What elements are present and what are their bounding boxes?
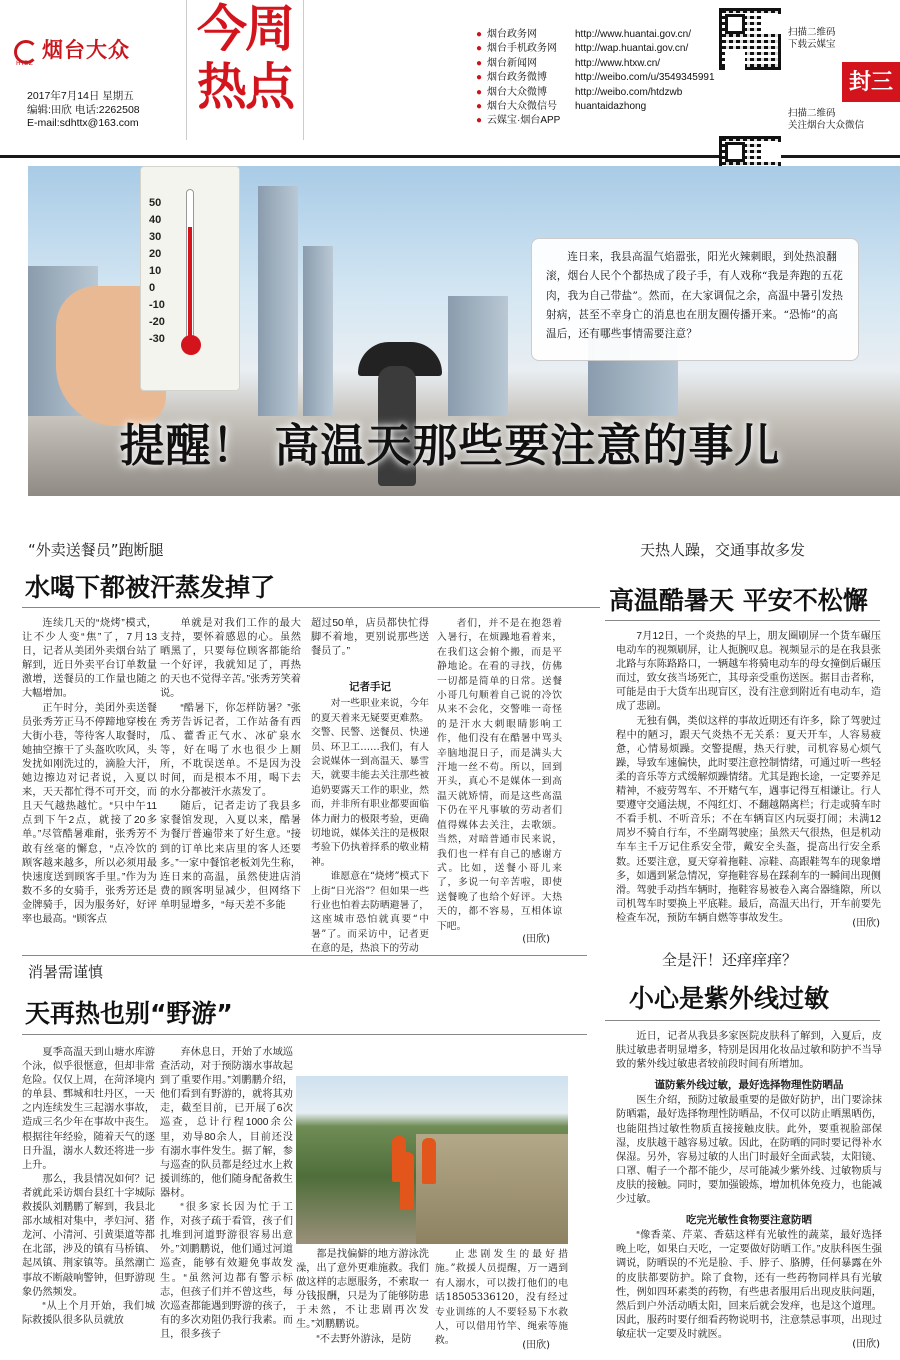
thermometer-tick: 20 [149, 248, 162, 260]
article2-title: 高温酷暑天 平安不松懈 [609, 586, 868, 615]
thermometer-tick: 50 [149, 197, 162, 209]
page-headline: 提醒！ 高温天那些要注意的事儿 [119, 419, 781, 472]
note-title: 记者手记 [349, 681, 391, 694]
divider [605, 1020, 880, 1021]
masthead [0, 0, 900, 158]
media-link-row[interactable]: ● 烟台政务微博 http://weibo.com/u/3549345991 [476, 71, 715, 85]
app-qr-code-icon[interactable] [719, 8, 781, 70]
page-tag: 封三 [842, 62, 900, 102]
article1-kicker: “外卖送餐员”跑断腿 [28, 541, 164, 559]
editor-line: 编辑:田欣 电话:2262508 [27, 103, 140, 116]
thermometer-tick: -30 [149, 333, 165, 345]
article4-subheading: 吃完光敏性食物要注意防晒 [686, 1214, 812, 1227]
bullet-icon: ● [476, 43, 483, 55]
section-title-box [186, 0, 304, 140]
thermometer-tick: 30 [149, 231, 162, 243]
media-links-list [476, 28, 715, 129]
media-link-row[interactable]: ● 烟台新闻网 http://www.htxw.cn/ [476, 57, 715, 71]
logo-text: 烟台大众 [42, 37, 130, 62]
divider [22, 1034, 587, 1035]
rescuer-figure [400, 1152, 414, 1210]
article1-col2: 单就是对我们工作的最大支持，要怀着感恩的心。虽然晒黑了，只要每位顾客都能给一个好评，我就知足了，再热的天也不觉得辛苦。”张秀芳笑着说。 “酷暑下，你怎样防暑？”张秀芳告诉记者，工作站备有西瓜、藿香正气水、冰矿泉水等，好在喝了水也很少上厕所，不耽误送单。不是因为没时间，而是根本不用，喝下去的水分都被汗水蒸发了。 随后，记者走访了我县多家餐馆发现，入夏以来，酷暑为餐厅普遍带来了好生意。“接到的订单比来店里的客人还要多。”一家中餐馆老板刘先生称，连日来的高温，虽然使进店消费的顾客明显减少，但网络下单明显增多，“每天差不多能 [160, 618, 301, 911]
media-link-row[interactable]: ● 烟台大众微博 http://weibo.com/htdzwb [476, 86, 715, 100]
article3-title: 天再热也别“野游” [25, 999, 233, 1028]
article1-byline: (田欣) [522, 934, 550, 945]
thermometer-tick: 0 [149, 282, 156, 294]
qr1-caption: 扫描二维码 下载云媒宝 [788, 27, 836, 50]
thermometer-tick: 40 [149, 214, 162, 226]
article2-byline: (田欣) [852, 918, 880, 929]
bullet-icon: ● [476, 101, 483, 113]
media-link-row[interactable]: ● 云媒宝·烟台APP [476, 114, 715, 128]
building [448, 296, 508, 416]
article4-byline: (田欣) [790, 1335, 880, 1350]
media-link-row[interactable]: ● 烟台大众微信号 huantaidazhong [476, 100, 715, 114]
intro-text-box: 连日来，我县高温气焰嚣张，阳光火辣刺眼，到处热浪翻滚，烟台人民个个都热成了段子手，有人戏称“我是奔跑的五花肉，我为自己带盐”。然而，在大家调侃之余，高温中暑引发热射病，甚至不幸身亡的消息也在朋友圈传播开来。“恐怖”的高温后，还有哪些事情需要注意？ [531, 238, 859, 361]
article4-body: 近日，记者从我县多家医院皮肤科了解到，入夏后，皮肤过敏患者明显增多，特别是因用化妆品过敏和防护不当导致的紫外线过敏患者较前段时间有所增加。 谨防紫外线过敏，最好选择物理性防晒品 医生介绍，预防过敏最重要的是做好防护，出门要涂抹防晒霜，最好选择物理性防晒品，不仅可以防止晒黑晒伤，也能阻挡过敏性物质直接接触皮肤。此外，要重视脸部保湿，皮肤越干越容易过敏。因此，在防晒的同时要记得补水保湿。另外，容易过敏的人出门时最好全面武装，太阳镜、口罩、帽子一个都不能少，尽可能减少紫外线、过敏物质与皮肤的接触。同时，要加强锻炼，增加机体免疫力，也能减少过敏。 吃完光敏性食物要注意防晒 “像香菜、芹菜、香菇这样有光敏性的蔬菜，最好选择晚上吃，如果白天吃，一定要做好防晒工作。”皮肤科医生强调说，防晒误的不光是脸、手、脖子、胳膊，任何暴露在外的皮肤都要防护。除了食物，还有一些药物同样具有光敏性，例如四环素类的药物，有些患者服用后出现皮肤问题，然后到户外活动晒太阳，回来后就会发痒，也是这个道理。因此，服药时要仔细看药物说明书，注意禁忌事项，出现过敏症状一定要及时就医。 [616, 1031, 882, 1340]
article1-col1: 连续几天的“烧烤”模式，让不少人变“焦”了，7月13日，记者从美团外卖烟台站了解到，近日外卖平台订单数量激增，送餐员的工作量也随之大幅增加。 正午时分，美团外卖送餐员张秀芳正马不停蹄地穿梭在大街小巷，等待客人取餐时，她抽空擦干了头盔吹吹风，头发扰如刚洗过的，滴脸大汗，她边擦边对记者说，入夏以来，天天都忙得不可开交，而且天气越热越忙。“只中午11点到下午2点，就接了20多单。”尽管酷暑难耐，张秀芳不敢有丝毫的懈怠，“点冷饮的顾客越来越多，所以必须用最快速度送到顾客手里。”作为为数不多的女骑手，张秀芳还是金牌骑手，因为服务好，好评率也最高。“顾客点 [22, 618, 157, 925]
thermometer-tick: -10 [149, 299, 165, 311]
article3-col1: 夏季高温天到山塘水库游个泳，似乎很惬意，但却非常危险。仅仅上周，在菏泽境内的单县、鄄城和牡丹区，一天之内连续发生三起溺水事故，造成三名少年在事故中丧生。根据往年经验，随着天气的逐日升温，溺水人数还将进一步上升。 那么，我县情况如何？记者就此采访烟台县红十字城际救援队刘鹏鹏了解到，我县北部水域相对集中，孝妇河、猪龙河、小清河、引黄渠道等都在北部，涉及的镇有马桥镇、起凤镇、荆家镇等。虽然潮亡事故不断敲响警钟，但野游现象仍然频发。 “从上个月开始，我们城际救援队很多队员就放 [22, 1047, 155, 1326]
article2-kicker: 天热人躁，交通事故多发 [640, 541, 806, 559]
thermometer-tick: 10 [149, 265, 162, 277]
article1-col4: 者们，并不是在抱怨着入暑行，在烦躁地看着来，在我们这会俯个搬，而是平静地论。在看的寻找，仿佛一切都是简单的日常。送餐小哥几句顺着自己说的冷饮从来不会化，交警唯一奇怪的是汗水大刺眼睛影响工作，他们没有在酷暑中骂头辛脑地混日子，而是满头大汗地一丝不苟。所以，回到开头，真心不是媒体一到高温天就矫情，而是这些高温下仍在平凡事敏的劳动者们值得媒体去关注，去歌颂。当然，对暗普通市民来说，我们也一样有自己的感谢方式。比如，送餐小哥儿来了，多说一句辛苦啦，即使送餐晚了也给个好评。大热天的，都不容易，互相体谅下吧。 [437, 618, 562, 932]
thermometer-tick: -20 [149, 316, 165, 328]
media-link-row[interactable]: ● 烟台政务网 http://www.huantai.gov.cn/ [476, 28, 715, 42]
bullet-icon: ● [476, 86, 483, 98]
article3-kicker: 消暑需谨慎 [28, 963, 104, 981]
section-title-line-2: 热点 [197, 57, 293, 116]
article3-byline: (田欣) [522, 1340, 550, 1351]
river-patrol-photo [296, 1076, 568, 1244]
bullet-icon: ● [476, 115, 483, 127]
media-link-row[interactable]: ● 烟台手机政务网 http://wap.huantai.gov.cn/ [476, 42, 715, 56]
section-title-line-1: 今周 [197, 0, 293, 58]
qr2-caption: 扫描二维码 关注烟台大众微信 [788, 108, 865, 131]
divider [22, 607, 600, 608]
article4-kicker: 全是汗！还痒痒痒？ [662, 951, 798, 969]
thermometer-icon [140, 166, 240, 391]
article1-title: 水喝下都被汗蒸发掉了 [25, 573, 276, 602]
article4-title: 小心是紫外线过敏 [629, 984, 830, 1013]
divider [22, 955, 587, 956]
email-line: E-mail:sdhttx@163.com [27, 117, 139, 129]
article2-body: 7月12日，一个炎热的早上，朋友圈刷屏一个货车碾压电动车的视频刷屏，让人扼腕叹息。视频显示的是在我县张北路与东陈路路口，一辆越车将骑电动车的母女撞倒后碾压而过，致女孩当场死亡，其母亲受重伤送医。据目击者称，可能是由于大货车出现盲区，没有注意到附近有电动车，造成了悲剧。 无独有偶，类似这样的事故近期还有许多，除了驾驶过程中的陋习，跟天气炎热不无关系：夏天开车，人容易疲惫，心情易烦躁。交警提醒，热天行驶，司机容易心烦气躁，导致车速偏快，此时要注意控制情绪，可通过听一些轻柔的音乐等方式缓解烦躁情绪。尤其是跑长途，一定要养足精神，不疲劳驾车、不开赌气车，遇事记得互相谦让。行人要遵守交通法规，不闯红灯、不翻越隔离栏；行走或骑车时不看手机、不听音乐；不在车辆盲区内玩耍打闹；未满12周岁不骑自行车，不坐副驾驶座；虽然天气很热，但是机动车车主千万记住系安全带，戴安全头盔，提高出行安全系数。还要注意，夏天穿着拖鞋、凉鞋、高跟鞋驾车的现象增多，如遇到紧急情况，穿拖鞋容易在踩刹车的一瞬间出现侧滑。驾驶手动挡车辆时，拖鞋容易被卷入离合器缝隙，所以司机驾车时要换上平底鞋。最后，高温天出行，开车前要先检查车况，预防车辆自燃等事故发生。 [616, 631, 881, 924]
river [416, 1134, 568, 1244]
article4-subheading: 谨防紫外线过敏，最好选择物理性防晒品 [654, 1079, 844, 1092]
article1-col3: 超过50单，店员都快忙得脚不着地，更别说那些送餐员了。” 记者手记 对一些职业来说，今年的夏天着来无疑要更难熬。交警、民警、送餐员、快递员、环卫工……我们，有人会说媒体一到高温天、暴雪天，就要丰能去关注那些被追奶要露天工作的职业，然而，并非所有职业都要面临体力耐力的极限考验，更确切地说，媒体关注的是极限考验下仍执着择系的敬业精神。 谁愿意在“烧烤”模式下上街“日光浴”？但如果一些行业也怕着去防晒避暑了，这座城市恐怕就真要“中暑”了。而采访中，记者更在意的是，热浪下的劳动 [311, 618, 429, 955]
bullet-icon: ● [476, 57, 483, 69]
divider [605, 620, 880, 621]
logo-subtext: HTDZ [16, 60, 33, 67]
bullet-icon: ● [476, 29, 483, 40]
article3-col4: 止悲剧发生的最好措施。”救援人员提醒，万一遇到有人溺水，可以拨打他们的电话18505336120，没有经过专业训练的人不要轻易下水救人，可以借用竹竿、绳索等施救。 [435, 1249, 568, 1347]
issue-date: 2017年7月14日 星期五 [27, 90, 134, 102]
building [258, 186, 298, 416]
article3-col3: 都是找偏僻的地方游泳洗澡，出了意外更难施救。我们做这样的志愿服务，不索取一分钱报酬，只是为了能够防患于未然，不让悲剧再次发生。”刘鹏鹏说。 “不去野外游泳，是防 [296, 1249, 429, 1345]
issue-info [27, 90, 140, 131]
rescuer-figure [422, 1138, 436, 1184]
building [303, 246, 333, 416]
article3-col2: 弃休息日，开始了水域巡查活动，对于预防溺水事故起到了重要作用。”刘鹏鹏介绍，他们看到有野游的，就将其劝走，截至目前，已开展了6次巡查，总计行程1000余公里，劝导80余人，目前还没有溺水事件发生。据了解，参与巡查的队员都是经过水上救援训练的，他们随身配备救生器材。 “很多家长因为忙于工作，对孩子疏于看管，孩子们扎堆到河道野游很容易出意外。”刘鹏鹏说，他们通过河道巡查，能够有效避免事故发生。“虽然河边都有警示标志，但孩子们并不曾这些，每次巡查都能遇到野游的孩子，有的多次劝阻仍我行我素。而且，很多孩子 [160, 1047, 293, 1340]
bullet-icon: ● [476, 72, 483, 84]
